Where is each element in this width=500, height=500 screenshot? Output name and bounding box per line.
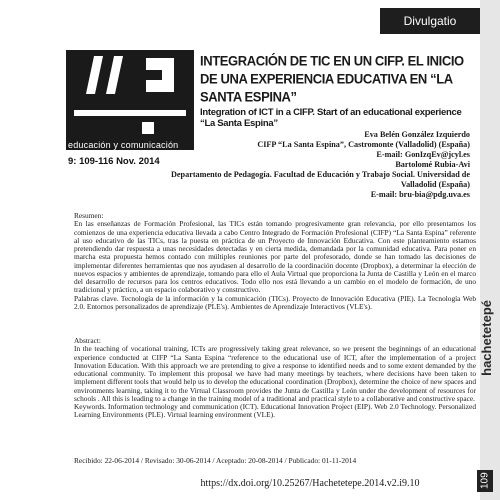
author-block [140,130,470,200]
abstract-section [74,337,476,420]
author-email[interactable]: E-mail: bru-bia@pdg.uva.es [370,190,470,199]
issue-line: 9: 109-116 Nov. 2014 [68,156,160,167]
article-title: INTEGRACIÓN DE TIC EN UN CIFP. EL INICIO DE UNA EXPERIENCIA EDUCATIVA EN “LA SANTA ESPINA” [200,53,464,105]
journal-name: hachetetepé [479,300,494,376]
palabras-clave: Palabras clave. Tecnología de la información y la comunicación (TICs). Proyecto de Innovación Educativa (PIE). La Tecnología Web 2.0. Entornos personalizados de aprendizaje (PLE's). Ambientes de Aprendizaje Interactivos (VLE's). [74,293,476,311]
author-affiliation: Departamento de Pedagogía. Facultad de Educación y Trabajo Social. Universidad de Valladolid (España) [171,170,470,189]
doi-link[interactable]: https://dx.doi.org/10.25267/Hachetetepe.2014.v2.i9.10 [200,478,420,489]
author-name: Bartolomé Rubia-Avi [395,160,470,169]
abstract-text: In the teaching of vocational training, ICTs are progressively taking great relevance, so we present the beginnings of an educational experience conducted at CIFP “La Santa Espina “reference to the educational use of ICT, after the implementation of a project Innovation Education. With this approach we are pretending to give a response to identified needs and to some extent demanded by the educational community. To implement this proposal we have had many meetings by teachers, where decisions have been taken to implement different tools that would help us to develop the educational coordination (Dropbox), determine the choice of new spaces and environments learning, taking it to the Virtual Classroom provides the Junta de Castilla y León under the development of resources for schools . All this is leading to a change in the training model of a traditional and practical style to a collaborative and constructive space. [74,344,476,403]
keywords: Keywords. Information technology and communication (ICT). Educational Innovation Project (EIP). Web 2.0 Technology. Personalized Learning Environments (PLE). Virtual learning environment (VLE). [74,402,476,420]
author-name: Eva Belén González Izquierdo [364,130,470,139]
author-affiliation: CIFP “La Santa Espina”, Castromonte (Valladolid) (España) [257,140,470,149]
resumen-heading: Resumen: [74,211,104,220]
publication-dates: Recibido: 22-06-2014 / Revisado: 30-06-2014 / Aceptado: 20-08-2014 / Publicado: 01-11-2014 [74,456,357,465]
section-label: Divulgatio [380,8,480,34]
resumen-section [74,212,476,311]
side-bar [480,0,500,500]
logo-caption: educación y comunicación [68,140,179,150]
page-number: 109 [477,470,493,492]
author-email[interactable]: E-mail: GonIzqEv@jcyl.es [376,150,470,159]
resumen-text: En las enseñanzas de Formación Profesional, las TICs están tomando progresivamente gran relevancia, por ello presentamos los comienzos de una experiencia educativa llevada a cabo Centro Integrado de Formación Profesional (CIFP) “La Santa Espina” referente al uso educativo de las TICs, tras la puesta en práctica de un Proyecto de Innovación Educativa. Con este planteamiento estamos pretendiendo dar respuesta a unas necesidades detectadas y en cierta medida, demandada por la comunidad educativa. Para poner en marcha esta propuesta hemos contado con múltiples reuniones por parte del profesorado, donde se han tomado las decisiones de implementar diferentes herramientas que nos ayudasen al desarrollo de la coordinación docente (Dropbox), a determinar la elección de nuevos espacios y ambientes de aprendizaje, tomando para ello el Aula Virtual que proporciona la Junta de Castilla y León en el marco del desarrollo de recursos para los centros educativos. Todo ello nos está llevando a un cambio en el modelo de formación, de uno tradicional y práctico, a un espacio colaborativo y constructivo. [74,219,476,295]
abstract-heading: Abstract: [74,336,101,345]
article-title-english: Integration of ICT in a CIFP. Start of an educational experience “La Santa Espina” [200,107,462,129]
